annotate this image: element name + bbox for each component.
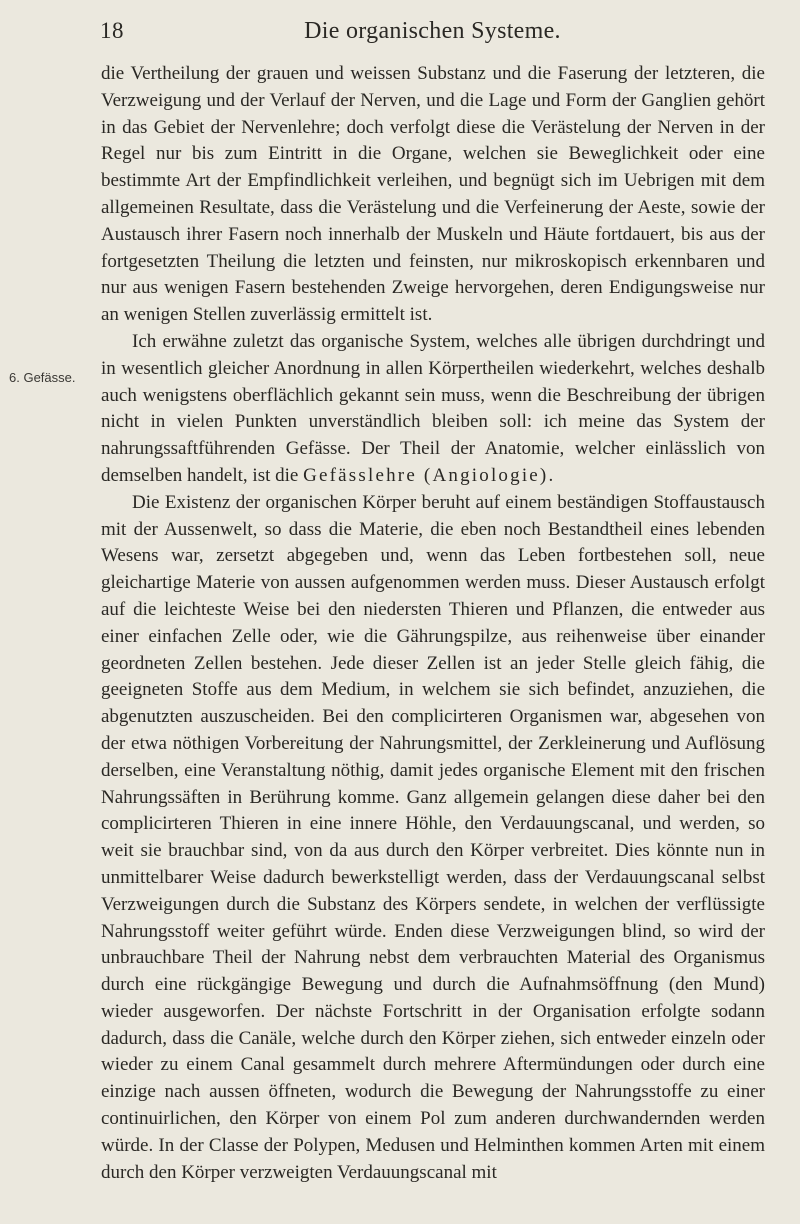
gefaesslehre-term: Gefässlehre (Angiologie) (303, 464, 549, 486)
running-title: Die organischen Systeme. (304, 18, 561, 44)
page-number: 18 (100, 18, 124, 43)
margin-section-note: 6. Gefässe. (9, 370, 76, 385)
paragraph-2-text-after: . (548, 464, 554, 486)
paragraph-2 (101, 329, 765, 490)
body-text (101, 61, 765, 1186)
paragraph-3: Die Existenz der organischen Körper beruht auf einem beständigen Stoffaustausch mit der Aussenwelt, so dass die Materie, die eben noch Bestandtheil eines lebenden Wesens war, zersetzt abgegeben und, wenn das Leben fortbestehen soll, neue gleichartige Materie von aussen aufgenommen werden muss. Dieser Austausch erfolgt auf die leichteste Weise bei den niedersten Thieren und Pflanzen, die entweder aus einer einfachen Zelle oder, wie die Gährungspilze, aus reihenweise über einander geordneten Zellen bestehen. Jede dieser Zellen ist an jeder Stelle gleich fähig, die geeigneten Stoffe aus dem Medium, in welchem sie sich befindet, anzuziehen, die abgenutzten auszuscheiden. Bei den complicirteren Organismen war, abgesehen von der etwa nöthigen Vorbereitung der Nahrungsmittel, der Zerkleinerung und Auflösung derselben, eine Veranstaltung nöthig, damit jedes organische Element mit den frischen Nahrungssäften in Berührung komme. Ganz allgemein gelangen diese daher bei den complicirteren Thieren in eine innere Höhle, den Verdauungscanal, und werden, so weit sie brauchbar sind, von da aus durch den Körper verbreitet. Dies könnte nun in unmittelbarer Weise dadurch bewerkstelligt werden, dass der Verdauungscanal selbst Verzweigungen durch die Substanz des Körpers sendete, in welchen der verflüssigte Nahrungsstoff weiter geführt würde. Enden diese Verzweigungen blind, so wird der unbrauchbare Theil der Nahrung nebst dem verbrauchten Material des Organismus durch eine rückgängige Bewegung und durch die Aufnahmsöffnung (den Mund) wieder ausgeworfen. Der nächste Fortschritt in der Organisation erfolgte sodann dadurch, dass die Canäle, welche durch den Körper ziehen, sich entweder einzeln oder wieder zu einem Canal gesammelt durch mehrere Aftermündungen oder durch eine einzige nach aussen öffneten, wodurch die Bewegung der Nahrungsstoffe zu einer continuirlichen, den Körper von einem Pol zum anderen durchwandernden werden würde. In der Classe der Polypen, Medusen und Helminthen kommen Arten mit einem durch den Körper verzweigten Verdauungscanal mit (101, 491, 765, 1183)
paragraph-1: die Vertheilung der grauen und weissen Substanz und die Faserung der letzteren, die Verzweigung und der Verlauf der Nerven, und die Lage und Form der Ganglien gehört in das Gebiet der Nervenlehre; doch verfolgt diese die Verästelung der Nerven in der Regel nur bis zum Eintritt in die Organe, welchen sie Beweglichkeit oder eine bestimmte Art der Empfindlichkeit verleihen, und begnügt sich im Uebrigen mit dem allgemeinen Resultate, dass die Verästelung und die Verfeinerung der Aeste, sowie der Austausch ihrer Fasern noch innerhalb der Muskeln und Häute fortdauert, bis aus der fortgesetzten Theilung die letzten und feinsten, nur mikroskopisch erkennbaren und nur aus wenigen Fasern bestehenden Zweige hervorgehen, deren Endigungsweise nur an wenigen Stellen zuverlässig ermittelt ist. (101, 63, 765, 326)
paragraph-2-text-before: Ich erwähne zuletzt das organische System, welches alle übrigen durchdringt und in wesentlich gleicher Anordnung in allen Körpertheilen wiederkehrt, welches deshalb auch wenigstens oberflächlich gekannt sein muss, wenn die Beschreibung der übrigen nicht in vielen Punkten unverständlich bleiben soll: ich meine das System der nahrungssaftführenden Gefässe. Der Theil der Anatomie, welcher einlässlich von demselben handelt, ist die (101, 330, 765, 486)
page-header (100, 18, 765, 52)
